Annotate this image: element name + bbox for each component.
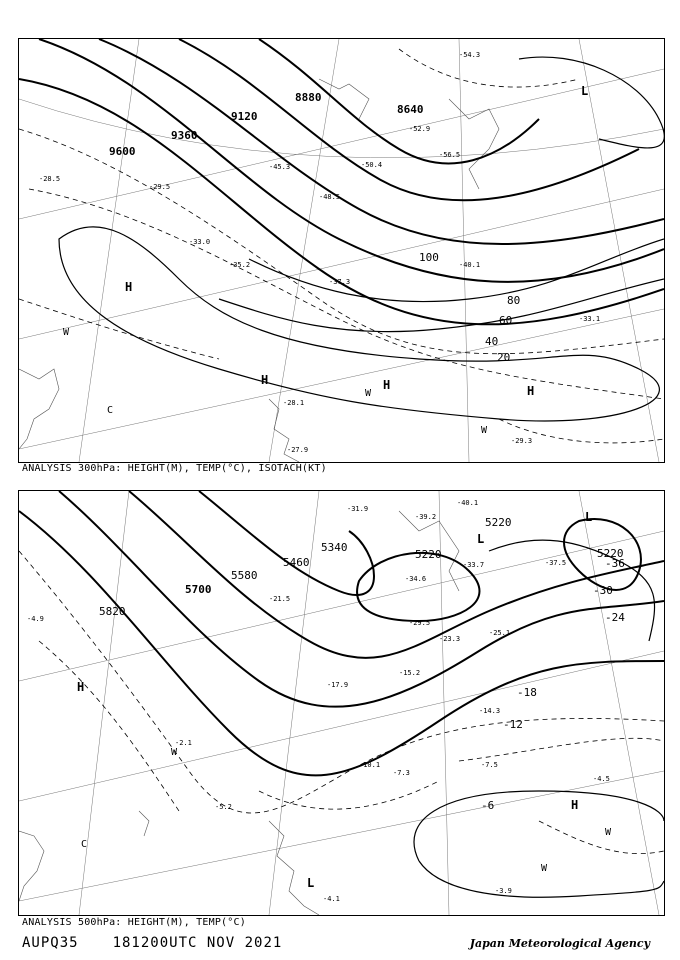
station-value: -33.1 [579, 315, 601, 323]
bulletin-code: AUPQ35 [22, 935, 79, 951]
station-value: -35.2 [229, 261, 251, 269]
station-value: -5.2 [215, 803, 232, 811]
warm-mark: W [365, 388, 372, 399]
high-center: H [125, 280, 133, 294]
height-label: 9360 [171, 129, 198, 142]
station-value: -28.5 [39, 175, 61, 183]
station-value: -3.9 [495, 887, 512, 895]
height-label: 5580 [231, 569, 258, 582]
high-center: H [571, 798, 579, 812]
low-center: L [477, 532, 485, 546]
temperature-marks [81, 747, 612, 874]
station-value: -10.1 [359, 761, 381, 769]
temperature-label: -30 [593, 584, 613, 597]
high-center: H [261, 373, 269, 387]
station-value: -14.3 [479, 707, 501, 715]
pressure-centers [77, 510, 592, 890]
warm-mark: W [63, 327, 70, 338]
station-value: -40.1 [457, 499, 479, 507]
height-labels [109, 91, 424, 158]
station-value: -7.3 [393, 769, 410, 777]
station-value: -40.1 [459, 261, 481, 269]
station-value: -29.5 [149, 183, 171, 191]
coastlines [19, 79, 499, 462]
height-label: 5220 [415, 548, 442, 561]
station-value: -15.2 [399, 669, 421, 677]
station-value: -31.9 [347, 505, 369, 513]
station-value: -7.5 [481, 761, 498, 769]
low-center: L [581, 84, 589, 98]
temperature-label: -12 [503, 718, 523, 731]
isotach-label: 60 [499, 314, 513, 327]
agency-name: Japan Meteorological Agency [469, 937, 650, 950]
station-value: -21.5 [269, 595, 291, 603]
station-value: -52.9 [409, 125, 431, 133]
caption-300hpa: ANALYSIS 300hPa: HEIGHT(M), TEMP(°C), ISOTACH(KT) [22, 463, 327, 474]
isotherms [19, 49, 664, 443]
station-value: -37.5 [545, 559, 567, 567]
high-center: H [383, 378, 391, 392]
isotach-label: 20 [497, 351, 511, 364]
station-value: -29.5 [409, 619, 431, 627]
isotach-label: 80 [507, 294, 521, 307]
warm-mark: W [541, 863, 548, 874]
temperature-label: -18 [517, 686, 537, 699]
warm-mark: W [481, 425, 488, 436]
station-value: -4.1 [323, 895, 340, 903]
station-value: -45.3 [269, 163, 291, 171]
warm-mark: W [171, 747, 178, 758]
height-label: 5220 [597, 547, 624, 560]
station-value: -23.3 [439, 635, 461, 643]
station-value: -33.7 [463, 561, 485, 569]
station-values [39, 51, 600, 454]
isotach-label: 100 [419, 251, 439, 264]
station-value: -34.6 [405, 575, 427, 583]
station-value: -33.0 [189, 238, 211, 246]
cold-mark: C [107, 405, 114, 416]
station-value: -2.1 [175, 739, 192, 747]
analysis-300hpa-chart [18, 38, 665, 463]
height-label: 8640 [397, 103, 424, 116]
isotherms [19, 551, 664, 854]
low-center: L [585, 510, 593, 524]
station-value: -17.9 [327, 681, 349, 689]
low-center: L [307, 876, 315, 890]
station-value: -4.5 [593, 775, 610, 783]
station-values [27, 499, 610, 903]
station-value: -28.1 [283, 399, 305, 407]
height-labels [99, 516, 624, 618]
graticule [19, 39, 664, 462]
chart-300hpa-map [19, 39, 664, 462]
height-label: 5220 [485, 516, 512, 529]
station-value: -56.5 [439, 151, 461, 159]
height-label: 5460 [283, 556, 310, 569]
temperature-marks [63, 327, 488, 436]
station-value: -37.3 [329, 278, 351, 286]
warm-mark: W [605, 827, 612, 838]
height-label: 5340 [321, 541, 348, 554]
station-value: -29.3 [511, 437, 533, 445]
bulletin-header [22, 935, 316, 951]
height-label: 5700 [185, 583, 212, 596]
cold-mark: C [81, 839, 88, 850]
height-contours [19, 491, 664, 775]
station-value: -39.2 [415, 513, 437, 521]
station-value: -50.4 [361, 161, 383, 169]
height-label: 8880 [295, 91, 322, 104]
high-center: H [77, 680, 85, 694]
station-value: -25.1 [489, 629, 511, 637]
temperature-label: -24 [605, 611, 625, 624]
station-value: -48.5 [319, 193, 341, 201]
temperature-label: -6 [481, 799, 495, 812]
isotach-label: 40 [485, 335, 499, 348]
bulletin-datetime: 181200UTC NOV 2021 [112, 935, 283, 951]
station-value: -4.9 [27, 615, 44, 623]
caption-500hpa: ANALYSIS 500hPa: HEIGHT(M), TEMP(°C) [22, 917, 246, 928]
temperature-contours [414, 540, 664, 897]
station-value: -27.9 [287, 446, 309, 454]
temperature-label: -36 [605, 557, 625, 570]
height-label: 5820 [99, 605, 126, 618]
chart-500hpa-map [19, 491, 664, 915]
height-label: 9120 [231, 110, 258, 123]
height-label: 9600 [109, 145, 136, 158]
station-value: -54.3 [459, 51, 481, 59]
high-center: H [527, 384, 535, 398]
analysis-500hpa-chart [18, 490, 665, 916]
